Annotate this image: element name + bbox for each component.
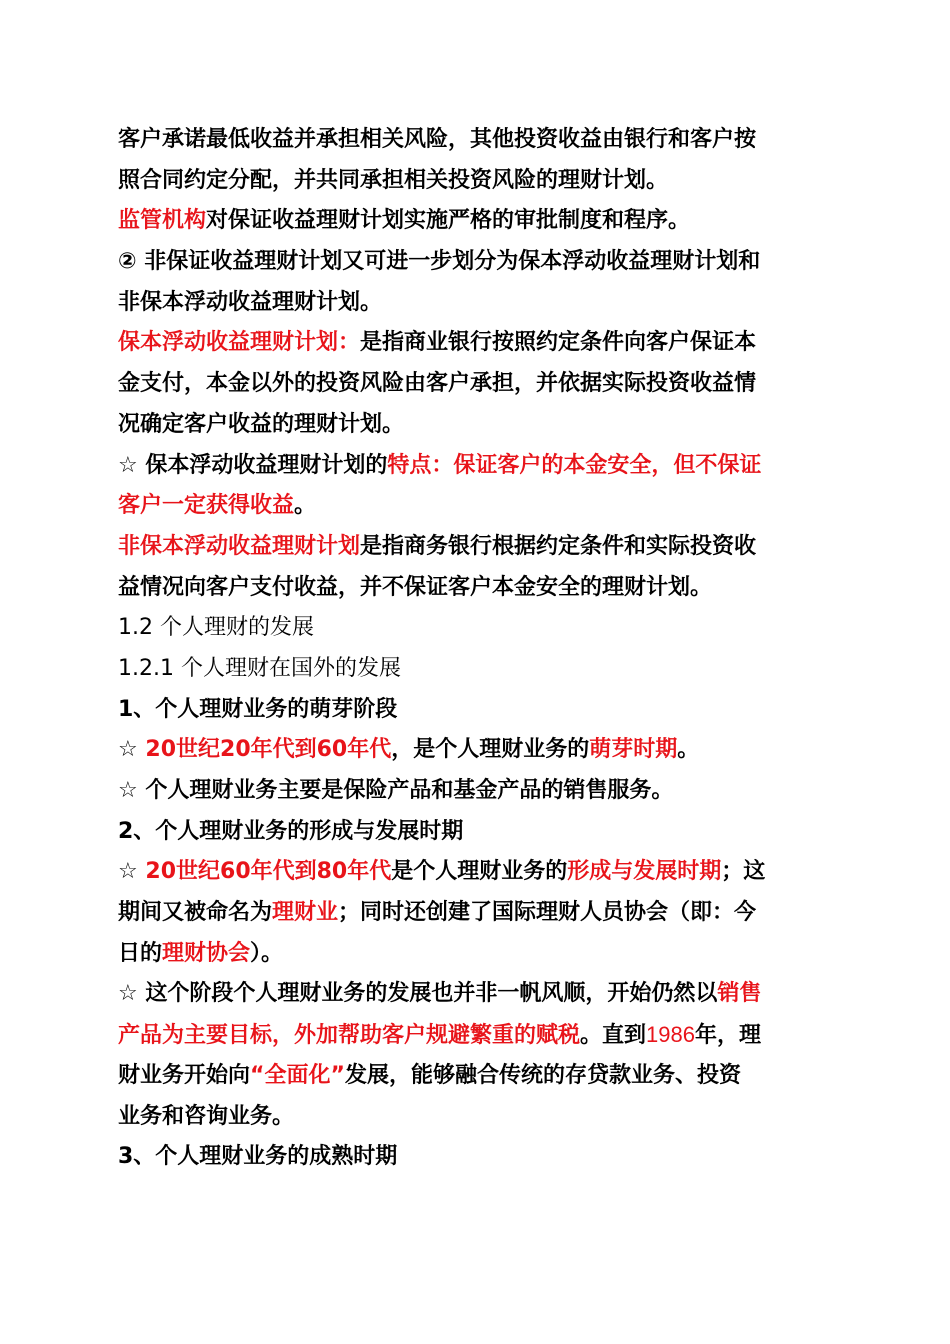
text-segment: ，是个人理财业务的	[391, 737, 590, 763]
highlighted-text: 特点：保证客户的本金安全，但不保证	[387, 452, 762, 478]
highlighted-text: 20世纪20年代到60年代	[145, 737, 392, 763]
text-segment: 是指商务银行根据约定条件和实际投资收	[360, 533, 757, 559]
text-segment: 照合同约定分配，并共同承担相关投资风险的理财计划。	[118, 167, 669, 193]
text-segment: 。	[677, 737, 700, 763]
highlighted-text: 理财协会	[162, 940, 251, 966]
text-segment: ☆ 这个阶段个人理财业务的发展也并非一帆风顺，开始仍然以	[118, 981, 718, 1007]
text-segment: ；同时还创建了国际理财人员协会（即：今	[338, 900, 757, 926]
highlighted-text: 萌芽时期	[589, 737, 678, 763]
text-segment: 益情况向客户支付收益，并不保证客户本金安全的理财计划。	[118, 574, 713, 600]
text-segment: 是指商业银行按照约定条件向客户保证本	[360, 330, 757, 356]
text-segment: 3、个人理财业务的成熟时期	[118, 1144, 398, 1170]
text-segment: 日的	[118, 940, 163, 966]
text-line	[118, 568, 830, 609]
text-segment: 财业务开始向	[118, 1062, 251, 1088]
document-page	[118, 120, 830, 1178]
text-segment: 非保本浮动收益理财计划。	[118, 289, 383, 315]
text-line	[118, 649, 830, 690]
text-line	[118, 1056, 830, 1097]
text-segment: 金支付，本金以外的投资风险由客户承担，并依据实际投资收益情	[118, 371, 757, 397]
text-line	[118, 120, 830, 161]
text-segment: 1.2.1 个人理财在国外的发展	[118, 655, 401, 681]
text-line	[118, 852, 830, 893]
text-segment: 期间又被命名为	[118, 900, 273, 926]
text-line	[118, 161, 830, 202]
highlighted-text: 客户一定获得收益	[118, 493, 295, 519]
text-segment: 。直到	[580, 1023, 647, 1049]
text-line	[118, 242, 830, 283]
text-segment: 发展，能够融合传统的存贷款业务、投资	[344, 1062, 741, 1088]
text-segment: 。	[294, 493, 317, 519]
highlighted-text: 保本浮动收益理财计划：	[118, 330, 361, 356]
text-line	[118, 771, 830, 812]
text-segment: 1.2 个人理财的发展	[118, 615, 314, 641]
text-segment: ）。	[250, 940, 284, 966]
text-segment: 客户承诺最低收益并承担相关风险，其他投资收益由银行和客户按	[118, 127, 757, 152]
text-segment: 业务和咨询业务。	[118, 1103, 295, 1129]
text-segment: ☆	[118, 859, 146, 885]
text-line	[118, 283, 830, 324]
text-segment: 况确定客户收益的理财计划。	[118, 411, 405, 437]
text-segment: 对保证收益理财计划实施严格的审批制度和程序。	[206, 208, 691, 234]
text-line	[118, 323, 830, 364]
highlighted-text: “全面化”	[250, 1062, 345, 1088]
text-line	[118, 1097, 830, 1138]
highlighted-text: 理财业	[272, 900, 339, 926]
text-line	[118, 974, 830, 1015]
text-segment: 1、个人理财业务的萌芽阶段	[118, 696, 398, 722]
text-line	[118, 1137, 830, 1178]
text-line	[118, 486, 830, 527]
text-line	[118, 730, 830, 771]
text-segment: ☆ 保本浮动收益理财计划的	[118, 452, 388, 478]
text-segment: ☆	[118, 737, 146, 763]
text-line	[118, 812, 830, 853]
highlighted-text: 监管机构	[118, 208, 207, 234]
text-segment: 年，理	[694, 1023, 761, 1049]
text-line	[118, 1015, 830, 1056]
text-line	[118, 934, 830, 975]
text-line	[118, 527, 830, 568]
text-line	[118, 405, 830, 446]
text-line	[118, 690, 830, 731]
text-segment: ☆ 个人理财业务主要是保险产品和基金产品的销售服务。	[118, 778, 674, 803]
text-segment: ；这	[721, 859, 766, 885]
highlighted-text: 20世纪60年代到80年代	[145, 859, 392, 885]
text-segment: ② 非保证收益理财计划又可进一步划分为保本浮动收益理财计划和	[118, 249, 761, 275]
highlighted-text: 产品为主要目标，外加帮助客户规避繁重的赋税	[118, 1023, 581, 1049]
text-segment: 是个人理财业务的	[391, 859, 568, 885]
text-line	[118, 446, 830, 487]
highlighted-text: 形成与发展时期	[567, 859, 722, 885]
text-segment: 2、个人理财业务的形成与发展时期	[118, 818, 464, 844]
highlighted-text: 非保本浮动收益理财计划	[118, 533, 361, 559]
text-line	[118, 201, 830, 242]
highlighted-text: 销售	[717, 981, 762, 1007]
text-line	[118, 608, 830, 649]
highlighted-text: 1986	[646, 1022, 695, 1048]
text-line	[118, 364, 830, 405]
text-line	[118, 893, 830, 934]
